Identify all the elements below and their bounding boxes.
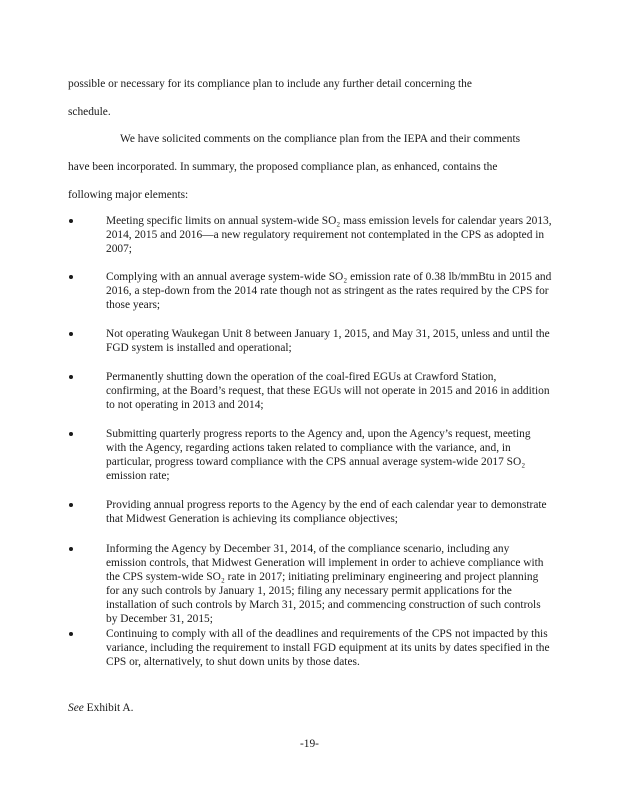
intro-line: schedule. (68, 106, 111, 118)
bullet-icon (69, 219, 73, 223)
see-prefix: See (68, 702, 84, 714)
intro-line: possible or necessary for its compliance plan to include any further detail concerning the (68, 78, 472, 90)
list-item-text: Meeting specific limits on annual system-wide SO₂ mass emission levels for calendar years 2013, 2014, 2015 and 2016—a new regulatory requirement not contemplated in the CPS as adopted in 2007; (106, 215, 552, 255)
bullet-icon (69, 503, 73, 507)
list-item-text: Not operating Waukegan Unit 8 between January 1, 2015, and May 31, 2015, unless and until the FGD system is installed and operational; (106, 328, 550, 354)
list-item-text: Submitting quarterly progress reports to the Agency and, upon the Agency’s request, meeting with the Agency, regarding actions taken related to compliance with the variance, and, in particular, progress toward compliance with the CPS annual average system-wide 2017 SO₂ emission rate; (106, 428, 531, 482)
see-text: Exhibit A. (83, 702, 134, 714)
paragraph-line: We have solicited comments on the compliance plan from the IEPA and their comments (120, 133, 521, 145)
paragraph-line: have been incorporated. In summary, the proposed compliance plan, as enhanced, contains the (68, 161, 498, 173)
list-item-text: Continuing to comply with all of the deadlines and requirements of the CPS not impacted by this variance, including the requirement to install FGD equipment at its units by dates specified in the CPS or, alternatively, to shut down units by those dates. (106, 628, 550, 668)
bullet-icon (69, 632, 73, 636)
list-item-text: Informing the Agency by December 31, 2014, of the compliance scenario, including any emission controls, that Midwest Generation will implement in order to achieve compliance with the CPS system-wide SO₂ rate in 2017; initiating preliminary engineering and project planning for any such controls by January 1, 2015; filing any necessary permit applications for the installation of such controls by March 31, 2015; and commencing construction of such controls by December 31, 2015; (106, 543, 544, 625)
see-exhibit-reference (68, 701, 134, 715)
list-item-text: Complying with an annual average system-wide SO₂ emission rate of 0.38 lb/mmBtu in 2015 and 2016, a step-down from the 2014 rate though not as stringent as the rates required by the CPS for those years; (106, 271, 552, 311)
bullet-icon (69, 332, 73, 336)
list-item-text: Providing annual progress reports to the Agency by the end of each calendar year to demonstrate that Midwest Generation is achieving its compliance objectives; (106, 499, 547, 525)
bullet-icon (69, 275, 73, 279)
page-number: -19- (300, 738, 319, 750)
bullet-icon (69, 375, 73, 379)
list-item-text: Permanently shutting down the operation of the coal-fired EGUs at Crawford Station, confirming, at the Board’s request, that these EGUs will not operate in 2015 and 2016 in addition to not operating in 2013 and 2014; (106, 371, 550, 411)
bullet-icon (69, 432, 73, 436)
paragraph-line: following major elements: (68, 189, 189, 201)
bullet-icon (69, 547, 73, 551)
